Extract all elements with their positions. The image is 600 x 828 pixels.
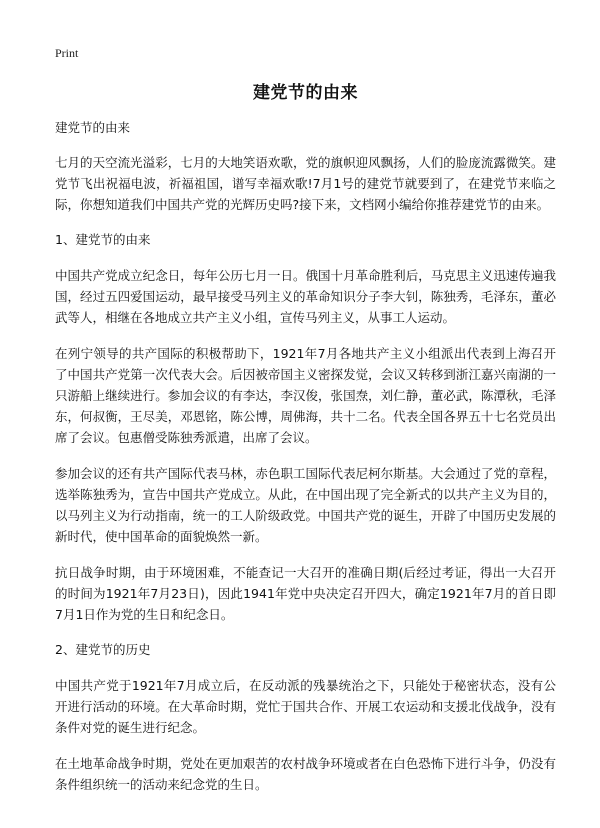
paragraph: 中国共产党于1921年7月成立后，在反动派的残暴统治之下，只能处于秘密状态，没有公开进行活动的环境。在大革命时期，党忙于国共合作、开展工农运动和支援北伐战争，没有条件对党的诞生进行纪念。: [55, 678, 556, 735]
section-1: [55, 230, 556, 625]
intro-paragraph: 七月的天空流光溢彩，七月的大地笑语欢歌，党的旗帜迎风飘扬，人们的脸庞流露微笑。建党节飞出祝福电波，祈福祖国，谱写幸福欢歌!7月1号的建党节就要到了，在建党节来临之际，你想知道我们中国共产党的光辉历史吗?接下来，文档网小编给你推荐建党节的由来。: [55, 155, 556, 212]
paragraph: 在列宁领导的共产国际的积极帮助下，1921年7月各地共产主义小组派出代表到上海召开了中国共产党第一次代表大会。后因被帝国主义密探发觉，会议又转移到浙江嘉兴南湖的一只游船上继续进行。参加会议的有李达，李汉俊，张国焘，刘仁静，董必武，陈潭秋，毛泽东，何叔衡，王尽美，邓恩铭，陈公博，周佛海，共十二名。代表全国各界五十七名党员出席了会议。包惠僧受陈独秀派遣，出席了会议。: [55, 346, 556, 445]
paragraph: 中国共产党成立纪念日，每年公历七月一日。俄国十月革命胜利后，马克思主义迅速传遍我国，经过五四爱国运动，最早接受马列主义的革命知识分子李大钊，陈独秀，毛泽东，董必武等人，相继在各地成立共产主义小组，宣传马列主义，从事工人运动。: [55, 268, 556, 325]
section-2: [55, 640, 556, 795]
paragraph: 在土地革命战争时期，党处在更加艰苦的农村战争环境或者在白色恐怖下进行斗争，仍没有条件组织统一的活动来纪念党的生日。: [55, 756, 556, 792]
section-heading: 2、建党节的历史: [55, 642, 151, 657]
document-subtitle: 建党节的由来: [55, 120, 131, 135]
paragraph: 参加会议的还有共产国际代表马林，赤色职工国际代表尼柯尔斯基。大会通过了党的章程，选举陈独秀为，宣告中国共产党成立。从此，在中国出现了完全新式的以共产主义为目的，以马列主义为行动指南，统一的工人阶级政党。中国共产党的诞生，开辟了中国历史发展的新时代，使中国革命的面貌焕然一新。: [55, 466, 556, 544]
paragraph: 抗日战争时期，由于环境困难，不能查记一大召开的准确日期(后经过考证，得出一大召开的时间为1921年7月23日)，因此1941年党中央决定召开四大，确定1921年7月的首日即7月1日作为党的生日和纪念日。: [55, 565, 556, 622]
print-link[interactable]: Print: [55, 46, 79, 60]
section-heading: 1、建党节的由来: [55, 232, 151, 247]
document-title: 建党节的由来: [253, 83, 358, 103]
